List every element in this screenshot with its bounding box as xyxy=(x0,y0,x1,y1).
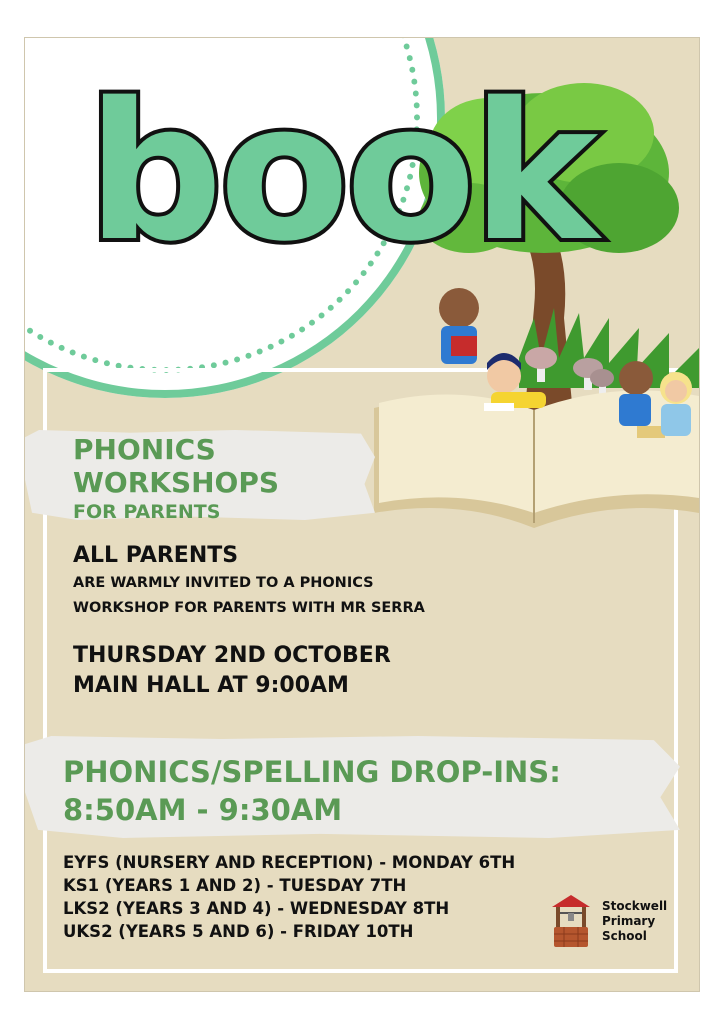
school-logo xyxy=(550,893,690,953)
poster xyxy=(24,37,700,992)
dropins-time: 8:50AM - 9:30AM xyxy=(63,793,343,827)
schedule-item: LKS2 (YEARS 3 AND 4) - WEDNESDAY 8TH xyxy=(63,899,450,918)
workshop-line2: WORKSHOPS xyxy=(73,466,280,499)
schedule-item: KS1 (YEARS 1 AND 2) - TUESDAY 7TH xyxy=(63,876,407,895)
workshop-line1: PHONICS xyxy=(73,433,216,466)
schedule-item: EYFS (NURSERY AND RECEPTION) - MONDAY 6TH xyxy=(63,853,516,872)
wishing-well-logo-icon xyxy=(550,893,592,949)
invite-line2: WORKSHOP FOR PARENTS WITH MR SERRA xyxy=(73,600,425,616)
school-name-line1: Stockwell xyxy=(602,899,668,913)
event-date: THURSDAY 2ND OCTOBER xyxy=(73,643,391,668)
workshop-line3: FOR PARENTS xyxy=(73,501,221,523)
school-name xyxy=(602,899,667,944)
invite-heading: ALL PARENTS xyxy=(73,543,239,568)
school-name-line3: School xyxy=(602,929,647,943)
schedule-item: UKS2 (YEARS 5 AND 6) - FRIDAY 10TH xyxy=(63,922,414,941)
book-title: book xyxy=(87,62,595,283)
invite-line1: ARE WARMLY INVITED TO A PHONICS xyxy=(73,575,374,591)
event-place: MAIN HALL AT 9:00AM xyxy=(73,673,349,698)
dropins-heading: PHONICS/SPELLING DROP-INS: xyxy=(63,755,561,789)
child-reading-icon xyxy=(439,288,479,364)
school-name-line2: Primary xyxy=(602,914,656,928)
